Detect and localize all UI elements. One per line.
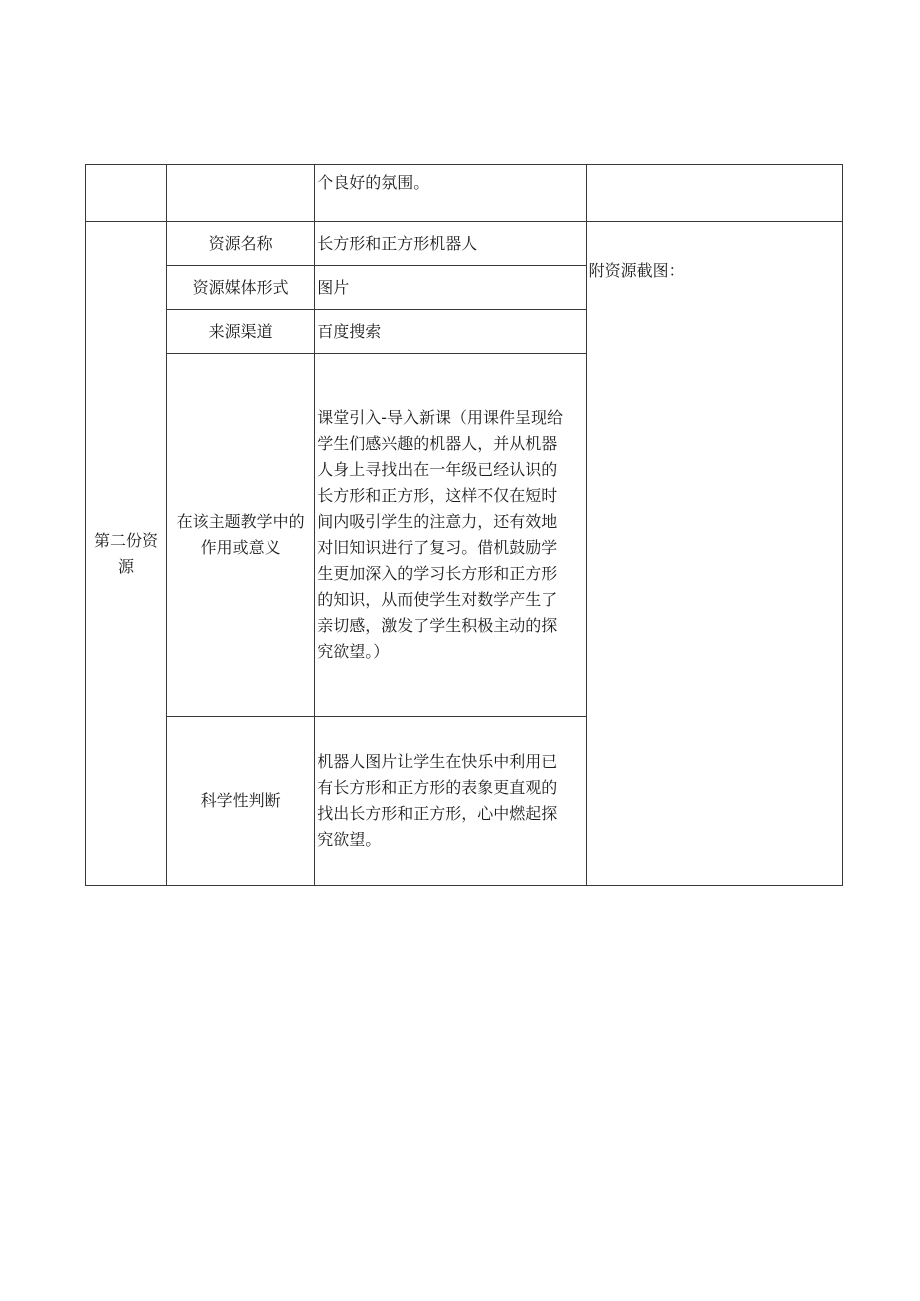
empty-cell <box>586 165 842 222</box>
empty-cell <box>86 165 167 222</box>
scientific-judgment-label: 科学性判断 <box>167 717 315 886</box>
resource-name-value: 长方形和正方形机器人 <box>315 222 586 266</box>
resource-table <box>85 164 843 886</box>
scientific-judgment-value: 机器人图片让学生在快乐中利用已 有长方形和正方形的表象更直观的 找出长方形和正方形，心中燃起探 究欲望。 <box>315 717 586 886</box>
source-channel-label: 来源渠道 <box>167 310 315 354</box>
resource-name-label: 资源名称 <box>167 222 315 266</box>
empty-cell <box>167 165 315 222</box>
screenshot-label: 附资源截图： <box>586 222 842 886</box>
table-row <box>86 165 843 222</box>
table-row <box>86 222 843 266</box>
previous-resource-text: 个良好的氛围。 <box>315 165 586 222</box>
section-label: 第二份资 源 <box>86 222 167 886</box>
media-type-label: 资源媒体形式 <box>167 266 315 310</box>
media-type-value: 图片 <box>315 266 586 310</box>
purpose-label: 在该主题教学中的 作用或意义 <box>167 354 315 717</box>
purpose-value: 课堂引入-导入新课（用课件呈现给 学生们感兴趣的机器人，并从机器 人身上寻找出在一年级已经认识的 长方形和正方形，这样不仅在短时 间内吸引学生的注意力，还有效地 对旧知识进行了复习。借机鼓励学 生更加深入的学习长方形和正方形 的知识，从而使学生对数学产生了 亲切感，激发了学生积极主动的探 究欲望。） <box>315 354 586 717</box>
source-channel-value: 百度搜索 <box>315 310 586 354</box>
